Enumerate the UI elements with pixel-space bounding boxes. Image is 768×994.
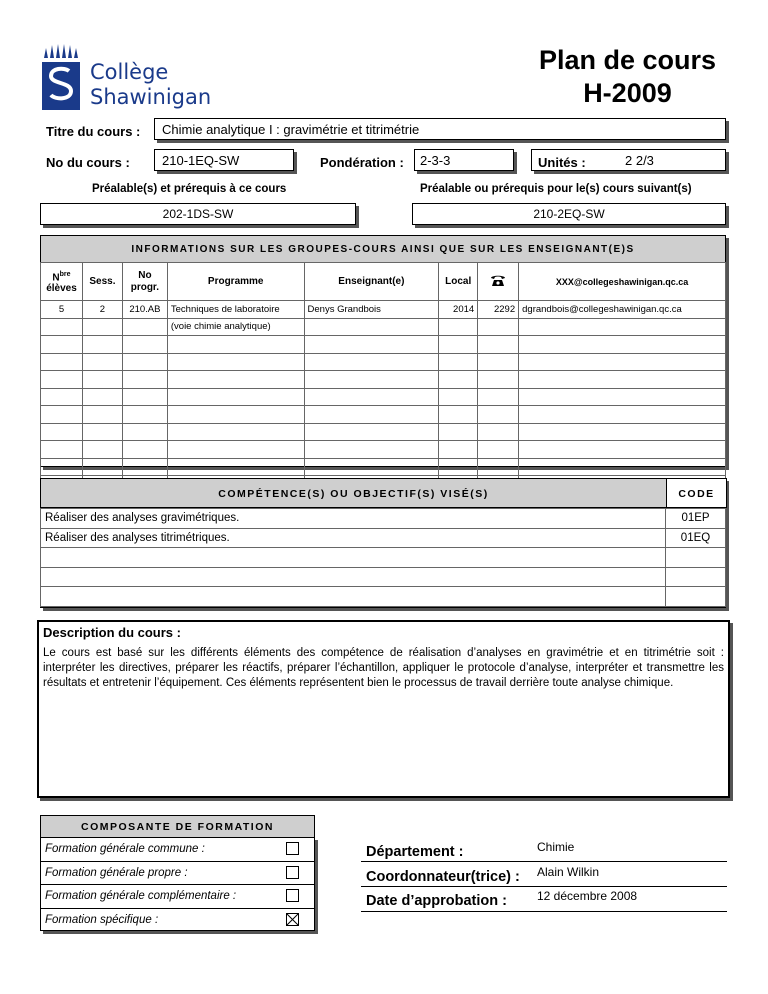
cell-program-no — [122, 371, 167, 389]
next-course-box — [412, 203, 726, 225]
cell-phone — [478, 423, 519, 441]
college-emblem-icon — [42, 44, 80, 110]
cell-phone — [478, 353, 519, 371]
col-phone — [478, 263, 519, 301]
department-value: Chimie — [537, 840, 575, 854]
cell-program-no — [122, 318, 167, 336]
cell-program — [167, 441, 304, 459]
course-title-label: Titre du cours : — [46, 124, 141, 139]
table-row — [41, 587, 726, 607]
cell-students — [41, 441, 83, 459]
table-row — [41, 301, 726, 319]
cell-room — [439, 388, 478, 406]
cell-teacher: Denys Grandbois — [304, 301, 439, 319]
cell-program-no — [122, 336, 167, 354]
cell-program: Techniques de laboratoire — [167, 301, 304, 319]
college-logo — [42, 42, 232, 114]
coordinator-label: Coordonnateur(trice) : — [366, 869, 520, 885]
next-course-value: 210-2EQ-SW — [533, 207, 605, 221]
cell-program-no — [122, 353, 167, 371]
cell-teacher — [304, 336, 439, 354]
cell-program: (voie chimie analytique) — [167, 318, 304, 336]
admin-divider — [361, 911, 727, 912]
logo-line1: Collège — [90, 60, 169, 84]
cell-teacher — [304, 441, 439, 459]
cell-session — [82, 353, 122, 371]
weighting-label: Pondération : — [320, 155, 404, 170]
formation-checkbox[interactable] — [286, 866, 299, 879]
cell-session — [82, 458, 122, 476]
col-email: XXX@collegeshawinigan.qc.ca — [519, 263, 726, 301]
cell-program — [167, 406, 304, 424]
prereq-box — [40, 203, 356, 225]
formation-item-label: Formation générale propre : — [45, 866, 188, 879]
cell-students — [41, 353, 83, 371]
cell-email — [519, 388, 726, 406]
competencies-table — [40, 508, 726, 607]
competency-code: 01EP — [666, 509, 726, 529]
cell-students — [41, 318, 83, 336]
formation-item — [41, 909, 314, 933]
cell-teacher — [304, 353, 439, 371]
col-program: Programme — [167, 263, 304, 301]
weighting-value: 2-3-3 — [420, 153, 451, 168]
cell-room — [439, 336, 478, 354]
cell-students — [41, 458, 83, 476]
formation-heading: COMPOSANTE DE FORMATION — [40, 815, 315, 838]
cell-program-no — [122, 423, 167, 441]
logo-line2: Shawinigan — [90, 85, 212, 109]
description-text: Le cours est basé sur les différents éléments des compétence de réalisation d’analyses en gravimétrie et en titrimétrie soit : interpréter les directives, préparer les réactifs, préparer l’échantillon, appliquer le protocole d’analyse, interpréter et transmettre les résultats et entretenir l’équipement. Ces éléments représentent bien le processus de travail derrière toute analyse chimique. — [43, 647, 724, 689]
cell-session: 2 — [82, 301, 122, 319]
cell-room — [439, 353, 478, 371]
cell-email — [519, 318, 726, 336]
formation-item — [41, 838, 314, 862]
cell-program-no — [122, 388, 167, 406]
competencies-section — [40, 478, 726, 608]
cell-program — [167, 353, 304, 371]
competency-code — [666, 587, 726, 607]
formation-checkbox[interactable] — [286, 889, 299, 902]
cell-students: 5 — [41, 301, 83, 319]
phone-icon — [490, 274, 506, 287]
table-row — [41, 406, 726, 424]
table-row — [41, 336, 726, 354]
cell-phone — [478, 318, 519, 336]
cell-program-no: 210.AB — [122, 301, 167, 319]
table-row — [41, 371, 726, 389]
cell-email — [519, 371, 726, 389]
cell-room — [439, 441, 478, 459]
cell-session — [82, 388, 122, 406]
cell-students — [41, 423, 83, 441]
cell-phone — [478, 336, 519, 354]
cell-room — [439, 458, 478, 476]
cell-room — [439, 371, 478, 389]
cell-program-no — [122, 406, 167, 424]
cell-phone — [478, 388, 519, 406]
units-box — [531, 149, 726, 171]
cell-program — [167, 458, 304, 476]
page-title-line2: H-2009 — [583, 78, 672, 108]
cell-room: 2014 — [439, 301, 478, 319]
competency-text: Réaliser des analyses gravimétriques. — [41, 509, 666, 529]
cell-students — [41, 406, 83, 424]
formation-item — [41, 862, 314, 886]
cell-teacher — [304, 318, 439, 336]
cell-room — [439, 406, 478, 424]
groups-heading: INFORMATIONS SUR LES GROUPES-COURS AINSI QUE SUR LES ENSEIGNANT(E)S — [40, 235, 726, 263]
formation-checkbox[interactable] — [286, 842, 299, 855]
page-title — [539, 44, 716, 110]
description-section — [37, 620, 730, 798]
cell-phone — [478, 371, 519, 389]
coordinator-value: Alain Wilkin — [537, 865, 600, 879]
cell-students — [41, 336, 83, 354]
competency-code: 01EQ — [666, 528, 726, 548]
cell-email — [519, 423, 726, 441]
groups-header-row — [41, 263, 726, 301]
course-number-box — [154, 149, 294, 171]
cell-session — [82, 406, 122, 424]
units-value: 2 2/3 — [625, 153, 654, 168]
groups-section — [40, 235, 726, 467]
competency-code — [666, 567, 726, 587]
table-row — [41, 441, 726, 459]
table-row — [41, 423, 726, 441]
formation-panel — [40, 837, 315, 931]
next-course-label: Préalable ou prérequis pour le(s) cours suivant(s) — [420, 183, 692, 195]
cell-session — [82, 371, 122, 389]
formation-item — [41, 885, 314, 909]
cell-room — [439, 423, 478, 441]
description-heading: Description du cours : — [43, 625, 181, 640]
groups-table — [40, 262, 726, 494]
cell-phone — [478, 441, 519, 459]
competency-text — [41, 548, 666, 568]
course-title-box — [154, 118, 726, 140]
course-number-value: 210-1EQ-SW — [162, 153, 240, 168]
formation-item-label: Formation générale complémentaire : — [45, 890, 237, 902]
cell-email — [519, 406, 726, 424]
admin-divider — [361, 861, 727, 862]
table-row — [41, 458, 726, 476]
table-row — [41, 548, 726, 568]
department-label: Département : — [366, 844, 464, 860]
approval-value: 12 décembre 2008 — [537, 889, 638, 903]
cell-session — [82, 336, 122, 354]
cell-students — [41, 388, 83, 406]
formation-checkbox[interactable] — [286, 913, 299, 926]
page-title-line1: Plan de cours — [538, 45, 716, 75]
competency-text — [41, 587, 666, 607]
admin-divider — [361, 886, 727, 887]
formation-item-label: Formation spécifique : — [45, 913, 159, 926]
code-heading: CODE — [666, 478, 727, 508]
col-teacher: Enseignant(e) — [304, 263, 439, 301]
prereq-label: Préalable(s) et prérequis à ce cours — [92, 183, 287, 195]
cell-teacher — [304, 371, 439, 389]
check-x-icon — [287, 914, 298, 925]
weighting-box — [414, 149, 514, 171]
cell-email: dgrandbois@collegeshawinigan.qc.ca — [519, 301, 726, 319]
cell-program — [167, 371, 304, 389]
prereq-value: 202-1DS-SW — [162, 207, 234, 221]
table-row — [41, 353, 726, 371]
cell-teacher — [304, 406, 439, 424]
cell-program — [167, 423, 304, 441]
cell-program-no — [122, 458, 167, 476]
cell-email — [519, 353, 726, 371]
course-title-value: Chimie analytique I : gravimétrie et titrimétrie — [162, 122, 420, 137]
competency-text — [41, 567, 666, 587]
competency-code — [666, 548, 726, 568]
col-session: Sess. — [82, 263, 122, 301]
competency-text: Réaliser des analyses titrimétriques. — [41, 528, 666, 548]
cell-program-no — [122, 441, 167, 459]
course-number-label: No du cours : — [46, 155, 130, 170]
col-room: Local — [439, 263, 478, 301]
cell-teacher — [304, 388, 439, 406]
cell-students — [41, 371, 83, 389]
cell-phone: 2292 — [478, 301, 519, 319]
cell-phone — [478, 406, 519, 424]
table-row — [41, 528, 726, 548]
cell-teacher — [304, 423, 439, 441]
competencies-heading: COMPÉTENCE(S) OU OBJECTIF(S) VISÉ(S) — [40, 478, 667, 508]
approval-label: Date d’approbation : — [366, 893, 507, 909]
cell-session — [82, 441, 122, 459]
cell-email — [519, 441, 726, 459]
cell-program — [167, 388, 304, 406]
table-row — [41, 567, 726, 587]
formation-item-label: Formation générale commune : — [45, 843, 205, 855]
cell-program — [167, 336, 304, 354]
cell-phone — [478, 458, 519, 476]
cell-email — [519, 458, 726, 476]
admin-panel — [361, 836, 727, 912]
table-row — [41, 388, 726, 406]
col-program-no: No progr. — [122, 263, 167, 301]
units-label: Unités : — [538, 155, 586, 170]
cell-teacher — [304, 458, 439, 476]
col-students: $N^{bre}$ élèves — [41, 263, 83, 301]
cell-room — [439, 318, 478, 336]
cell-session — [82, 318, 122, 336]
table-row — [41, 318, 726, 336]
cell-session — [82, 423, 122, 441]
cell-email — [519, 336, 726, 354]
table-row — [41, 509, 726, 529]
